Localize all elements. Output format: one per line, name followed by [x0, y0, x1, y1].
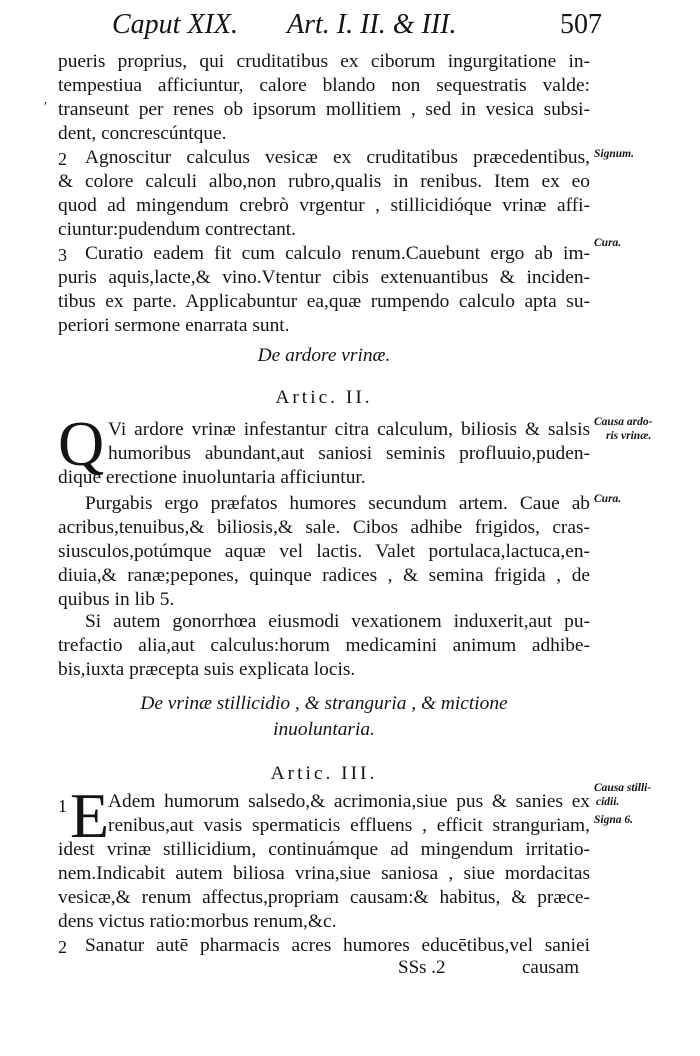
drop-cap: E: [70, 780, 110, 851]
section-heading: De vrinæ stillicidio , & stranguria , & mictione: [140, 693, 508, 714]
text-line: humoribus abundant,aut saniosi seminis profluuio,puden-: [108, 443, 590, 464]
margin-note-causa-ardoris-cont: ris vrinæ.: [606, 430, 652, 442]
text-line: periori sermone enarrata sunt.: [58, 315, 290, 336]
catchword: causam: [522, 957, 579, 978]
margin-note-signa: Signa 6.: [594, 814, 633, 826]
text-line: ciuntur:pudendum contrectant.: [58, 219, 296, 240]
text-line: idest vrinæ stillicidium, continuámque ad mingendum irritatio-: [58, 839, 590, 860]
text-line: tibus ex parte. Applicabuntur ea,quæ rumpendo calculo apta su-: [58, 291, 590, 312]
margin-note-cura: Cura.: [594, 237, 622, 249]
margin-note-cura-2: Cura.: [594, 493, 622, 505]
text-line: siusculos,potúmque aquæ vel lactis. Valet portulaca,lactuca,en-: [58, 541, 590, 562]
text-line: tempestiua afficiuntur, calore blando non sequestratis valde:: [58, 75, 590, 96]
drop-cap: Q: [58, 408, 105, 479]
text-line: & colore calculi albo,non rubro,qualis in renibus. Item ex eo: [58, 171, 590, 192]
section-heading: De ardore vrinæ.: [257, 345, 391, 366]
text-line: dens victus ratio:morbus renum,&c.: [58, 911, 337, 932]
text-line: puris aquis,lacte,& vino.Vtentur cibis extenuantibus & inciden-: [58, 267, 590, 288]
text-line: bis,iuxta præcepta suis explicata locis.: [58, 659, 356, 680]
text-line: Curatio eadem fit cum calculo renum.Cauebunt ergo ab im-: [85, 243, 590, 264]
text-line: Agnoscitur calculus vesicæ ex cruditatibus præcedentibus,: [85, 147, 590, 168]
text-line: dent, concrescúntque.: [58, 123, 227, 144]
header-chapter: Caput XIX.: [112, 9, 238, 40]
margin-note-causa-stillicidii-cont: cidii.: [596, 796, 620, 808]
text-line: diuia,& ranæ;pepones, quinque radices , & semina frigida , de: [58, 565, 590, 586]
text-line: pueris proprius, qui cruditatibus ex ciborum ingurgitatione in-: [58, 51, 590, 72]
text-line: Si autem gonorrhœa eiusmodi vexationem induxerit,aut pu-: [85, 611, 590, 632]
page-number: 507: [560, 9, 602, 40]
text-line: acribus,tenuibus,& biliosis,& sale. Cibos adhibe frigidos, cras-: [58, 517, 590, 538]
text-line: vesicæ,& renum affectus,propriam causam:& habitus, & præce-: [58, 887, 590, 908]
text-line: renibus,aut vasis spermaticis effluens , efficit stranguriam,: [108, 815, 590, 836]
paragraph-number: 3: [58, 245, 67, 265]
paragraph-number: 2: [58, 937, 67, 957]
text-line: transeunt per renes ob ipsorum mollitiem , sed in vesica subsi-: [58, 99, 590, 120]
article-heading: Artic. III.: [270, 763, 378, 784]
text-line: Vi ardore vrinæ infestantur citra calculum, biliosis & salsis: [108, 419, 590, 440]
margin-note-signum: Signum.: [594, 148, 634, 160]
text-line: Purgabis ergo præfatos humores secundum artem. Caue ab: [85, 493, 590, 514]
margin-note-causa-stillicidii: Causa stilli-: [594, 782, 652, 794]
margin-note-causa-ardoris: Causa ardo-: [594, 416, 653, 428]
signature-mark: SSs .2: [398, 957, 446, 978]
paragraph-number: 2: [58, 149, 67, 169]
text-line: Adem humorum salsedo,& acrimonia,siue pus & sanies ex: [108, 791, 590, 812]
header-article: Art. I. II. & III.: [287, 9, 457, 40]
running-header: [112, 6, 602, 46]
text-line: Sanatur autē pharmacis acres humores educētibus,vel saniei: [85, 935, 590, 956]
text-line: quibus in lib 5.: [58, 589, 175, 610]
text-line: trefactio alia,aut calculus:horum medicamini animum adhibe-: [58, 635, 590, 656]
section-heading-cont: inuoluntaria.: [273, 719, 375, 740]
text-line: quod ad mingendum crebrò vrgentur , stillicidióque vrinæ affi-: [58, 195, 590, 216]
text-line: nem.Indicabit autem biliosa vrina,siue saniosa , siue mordacitas: [58, 863, 590, 884]
article-heading: Artic. II.: [275, 387, 373, 408]
marginal-mark: ′: [44, 100, 48, 115]
text-line: dique erectione inuoluntaria afficiuntur.: [58, 467, 366, 488]
paragraph-number: 1: [58, 796, 67, 816]
